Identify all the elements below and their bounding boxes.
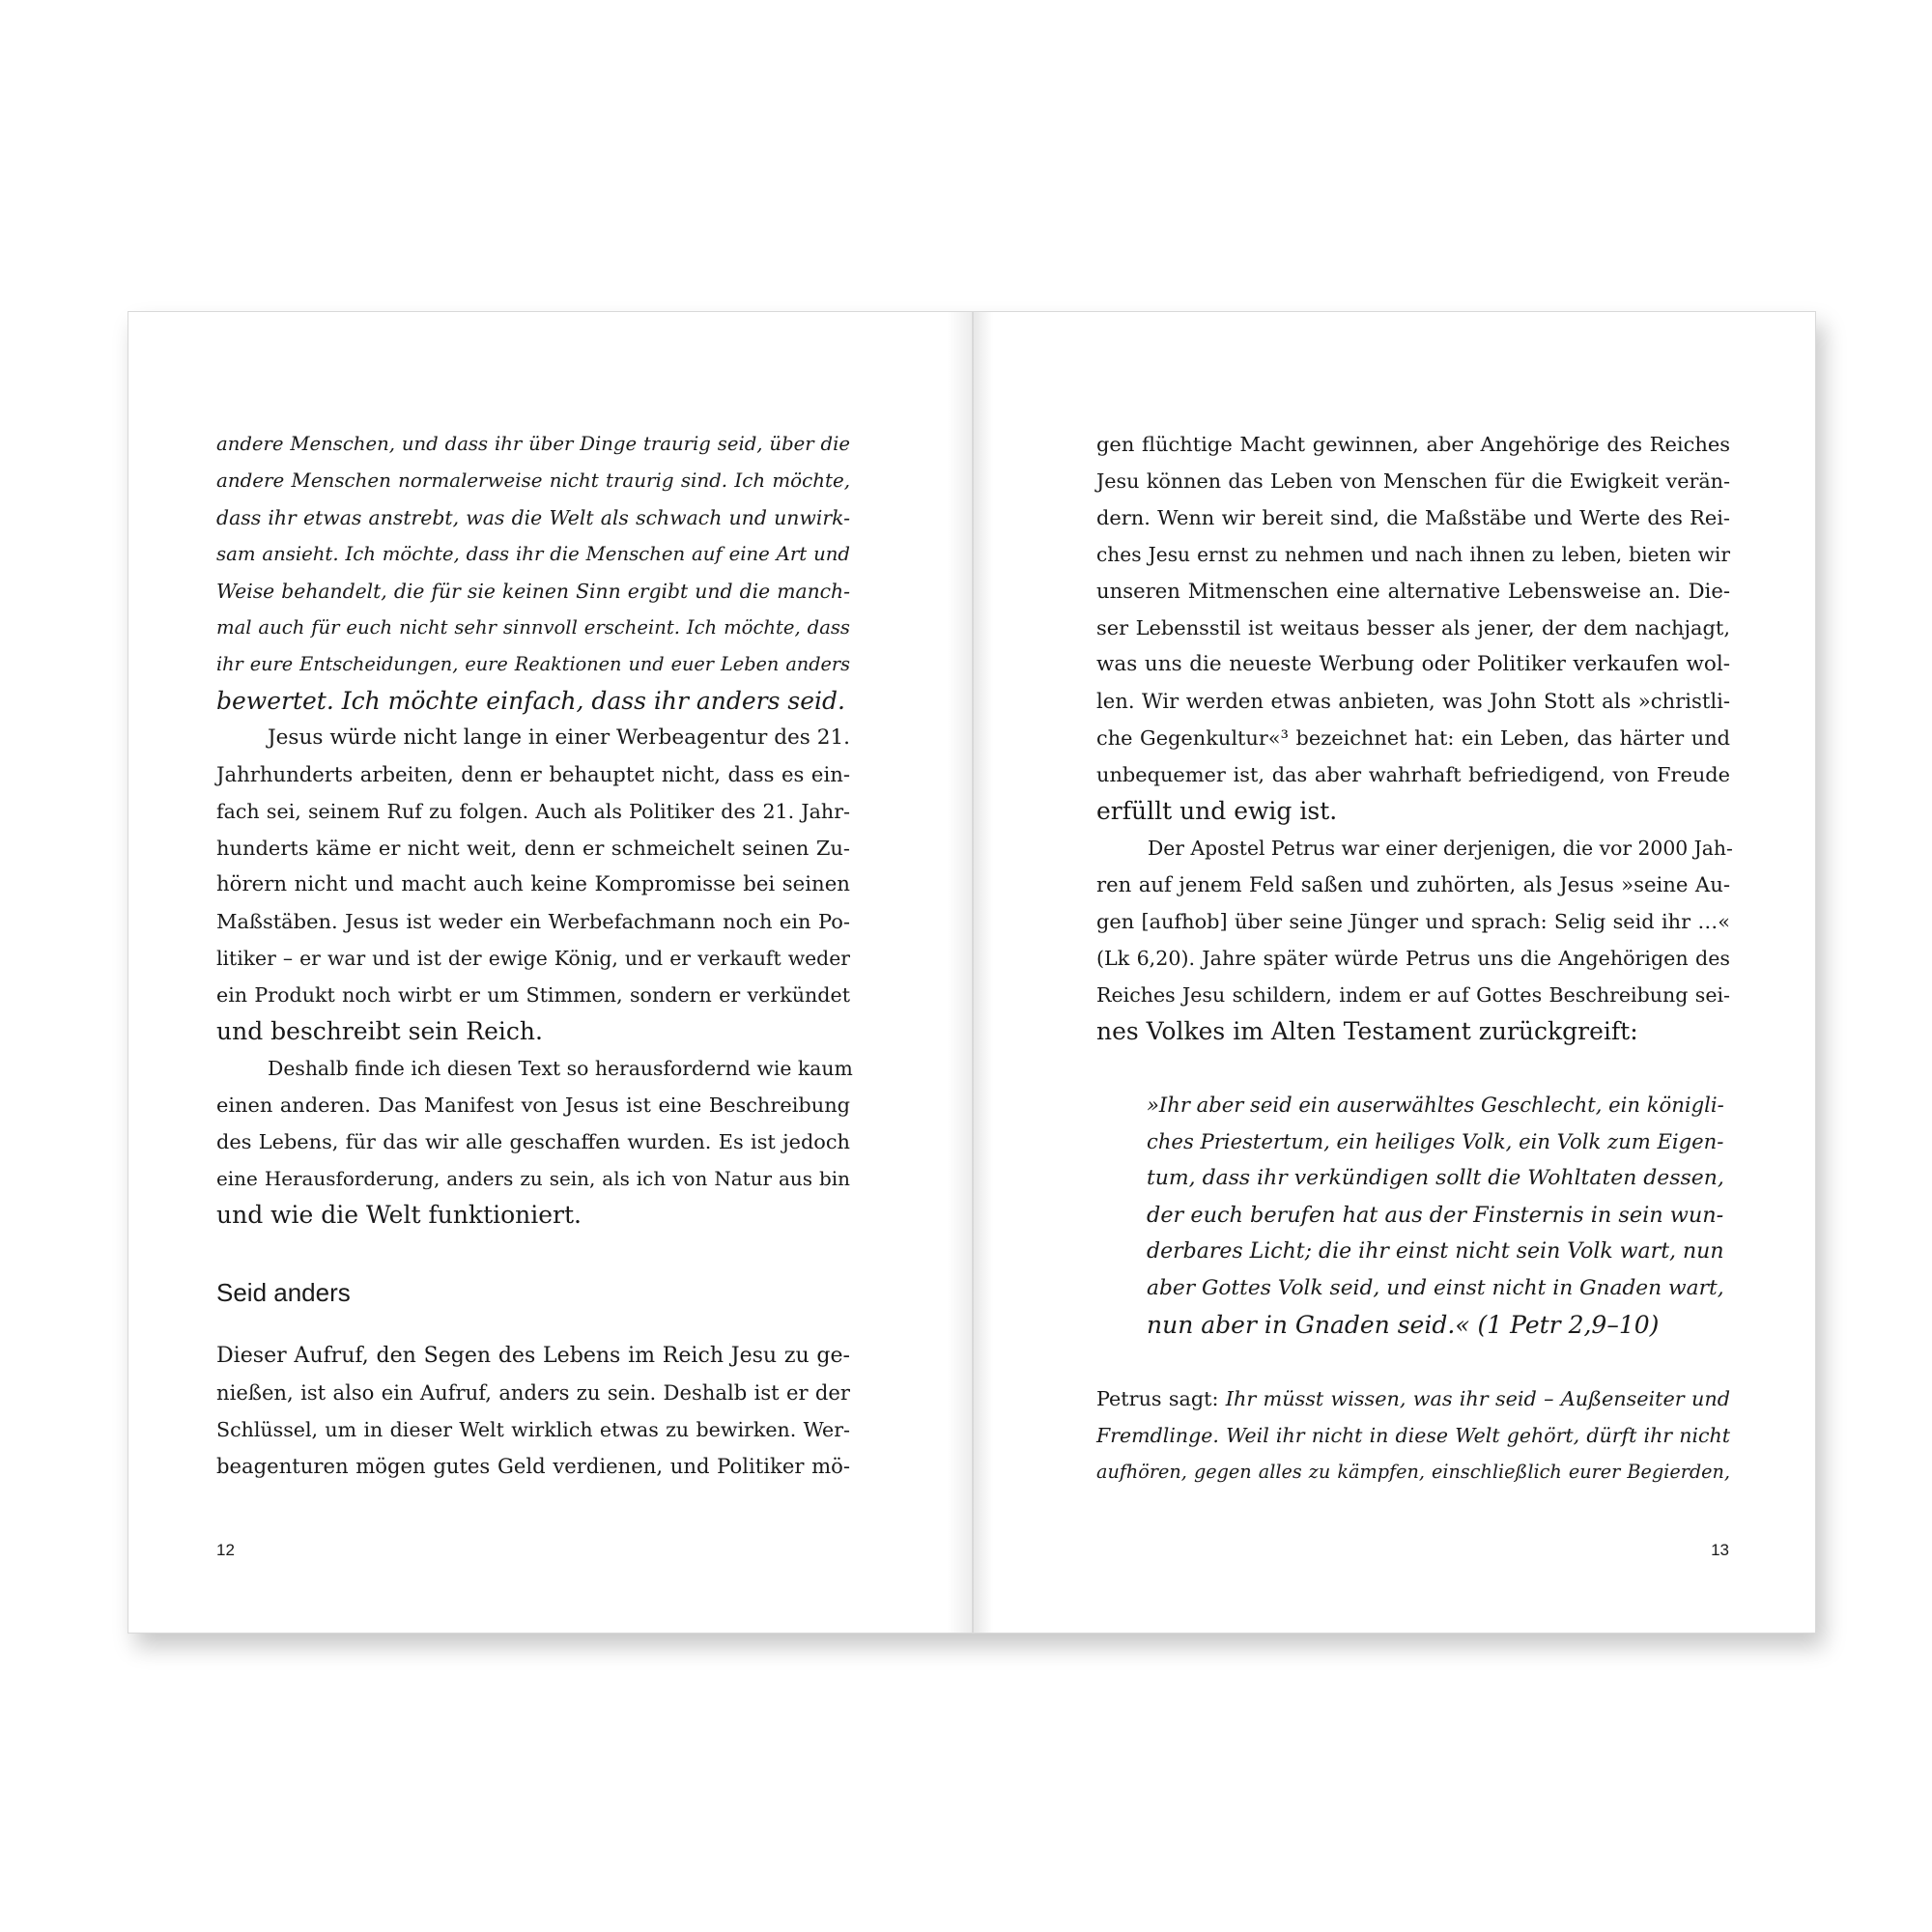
italic-text-run: Ihr müsst wissen, was ihr seid – Außenseiter und	[1225, 1387, 1731, 1410]
text-line: Reiches Jesu schildern, indem er auf Gottes Beschreibung sei-	[1096, 983, 1730, 1007]
text-line: sam ansieht. Ich möchte, dass ihr die Menschen auf eine Art und	[216, 543, 850, 565]
text-line: (Lk 6,20). Jahre später würde Petrus uns die Angehörigen des	[1096, 947, 1730, 970]
book-spread	[128, 311, 1816, 1634]
text-line: Jesus würde nicht lange in einer Werbeagentur des 21.	[268, 725, 851, 750]
page-number: 12	[216, 1541, 235, 1559]
right-text-block	[1096, 426, 1733, 1491]
paragraph	[216, 720, 850, 1050]
text-line: mal auch für euch nicht sehr sinnvoll erscheint. Ich möchte, dass	[216, 616, 850, 639]
text-line: Dieser Aufruf, den Segen des Lebens im Reich Jesu zu ge-	[216, 1344, 850, 1368]
text-line: aufhören, gegen alles zu kämpfen, einschließlich eurer Begierden,	[1096, 1461, 1730, 1483]
text-line: Der Apostel Petrus war einer derjenigen, die vor 2000 Jah-	[1148, 837, 1733, 860]
text-line: was uns die neueste Werbung oder Politiker verkaufen wol-	[1096, 652, 1730, 676]
text-line: Jesu können das Leben von Menschen für die Ewigkeit verän-	[1096, 469, 1730, 493]
text-line: andere Menschen, und dass ihr über Dinge traurig seid, über die	[216, 433, 850, 455]
text-line: gen [aufhob] über seine Jünger und sprach: Selig seid ihr …«	[1096, 910, 1730, 933]
text-line: und beschreibt sein Reich.	[216, 1017, 543, 1045]
text-line: hörern nicht und macht auch keine Kompromisse bei seinen	[216, 872, 850, 896]
text-line: len. Wir werden etwas anbieten, was John Stott als »christli-	[1096, 689, 1730, 713]
paragraph	[1096, 426, 1730, 830]
right-page	[973, 311, 1816, 1634]
text-line: che Gegenkultur«³ bezeichnet hat: ein Leben, das härter und	[1096, 726, 1730, 750]
text-line: des Lebens, für das wir alle geschaffen wurden. Es ist jedoch	[216, 1130, 850, 1153]
text-line: ein Produkt noch wirbt er um Stimmen, sondern er verkündet	[216, 983, 850, 1007]
section-heading: Seid anders	[216, 1278, 351, 1307]
text-line: Deshalb finde ich diesen Text so herausfordernd wie kaum	[268, 1057, 853, 1080]
text-line: gen flüchtige Macht gewinnen, aber Angehörige des Reiches	[1096, 433, 1730, 456]
text-line: hunderts käme er nicht weit, denn er schmeichelt seinen Zu-	[216, 837, 850, 860]
text-line: dass ihr etwas anstrebt, was die Welt als schwach und unwirk-	[216, 506, 850, 529]
text-line: bewertet. Ich möchte einfach, dass ihr anders seid.	[216, 687, 845, 715]
text-line: unseren Mitmenschen eine alternative Lebensweise an. Die-	[1096, 579, 1730, 603]
paragraph	[216, 1338, 850, 1485]
text-line: dern. Wenn wir bereit sind, die Maßstäbe und Werte des Rei-	[1096, 506, 1730, 529]
text-line: litiker – er war und ist der ewige König, und er verkauft weder	[216, 947, 850, 970]
text-line: ches Jesu ernst zu nehmen und nach ihnen zu leben, bieten wir	[1096, 543, 1730, 566]
text-run: Petrus sagt:	[1096, 1387, 1226, 1410]
text-line: erfüllt und ewig ist.	[1096, 797, 1338, 825]
quote-line: aber Gottes Volk seid, und einst nicht in Gnaden wart,	[1147, 1276, 1724, 1300]
page-number: 13	[1711, 1541, 1729, 1559]
quote-line: tum, dass ihr verkündigen sollt die Wohltaten dessen,	[1147, 1166, 1724, 1190]
text-line: ren auf jenem Feld saßen und zuhörten, als Jesus »seine Au-	[1096, 872, 1730, 896]
quote-line: »Ihr aber seid ein auserwähltes Geschlecht, ein königli-	[1147, 1093, 1724, 1117]
text-line: nes Volkes im Alten Testament zurückgreift:	[1096, 1017, 1638, 1045]
quote-line: nun aber in Gnaden seid.« (1 Petr 2,9–10)	[1147, 1311, 1660, 1339]
text-line: einen anderen. Das Manifest von Jesus ist eine Beschreibung	[216, 1094, 850, 1117]
text-line: Fremdlinge. Weil ihr nicht in diese Welt gehört, dürft ihr nicht	[1096, 1424, 1730, 1447]
text-line: Jahrhunderts arbeiten, denn er behauptet nicht, dass es ein-	[216, 762, 850, 786]
quote-line: ches Priestertum, ein heiliges Volk, ein Volk zum Eigen-	[1147, 1129, 1724, 1153]
text-line: andere Menschen normalerweise nicht traurig sind. Ich möchte,	[216, 469, 850, 492]
text-line: Schlüssel, um in dieser Welt wirklich etwas zu bewirken. Wer-	[216, 1418, 850, 1441]
text-line: eine Herausforderung, anders zu sein, als ich von Natur aus bin	[216, 1167, 850, 1190]
left-text-block	[216, 426, 853, 1485]
quote-line: derbares Licht; die ihr einst nicht sein Volk wart, nun	[1147, 1239, 1724, 1264]
text-line: Maßstäben. Jesus ist weder ein Werbefachmann noch ein Po-	[216, 910, 850, 933]
text-line: fach sei, seinem Ruf zu folgen. Auch als Politiker des 21. Jahr-	[216, 800, 850, 823]
text-line	[1096, 1380, 1730, 1417]
paragraph	[216, 1050, 853, 1234]
left-page	[128, 311, 973, 1634]
paragraph	[1096, 830, 1733, 1050]
text-line: ser Lebensstil ist weitaus besser als jener, der dem nachjagt,	[1096, 616, 1730, 639]
text-line: beagenturen mögen gutes Geld verdienen, und Politiker mö-	[216, 1454, 850, 1478]
text-line: und wie die Welt funktioniert.	[216, 1201, 582, 1229]
gutter-shadow	[974, 312, 993, 1633]
quote-line: der euch berufen hat aus der Finsternis in sein wun-	[1147, 1203, 1724, 1228]
text-line: ihr eure Entscheidungen, eure Reaktionen und euer Leben anders	[216, 653, 850, 675]
paragraph	[1096, 1380, 1730, 1491]
italic-quote-continuation	[216, 426, 850, 720]
block-quote	[1096, 1087, 1724, 1344]
text-line: unbequemer ist, das aber wahrhaft befriedigend, von Freude	[1096, 763, 1730, 786]
text-line: Weise behandelt, die für sie keinen Sinn ergibt und die manch-	[216, 580, 850, 603]
text-line: nießen, ist also ein Aufruf, anders zu sein. Deshalb ist er der	[216, 1380, 850, 1405]
gutter-shadow	[947, 312, 972, 1633]
